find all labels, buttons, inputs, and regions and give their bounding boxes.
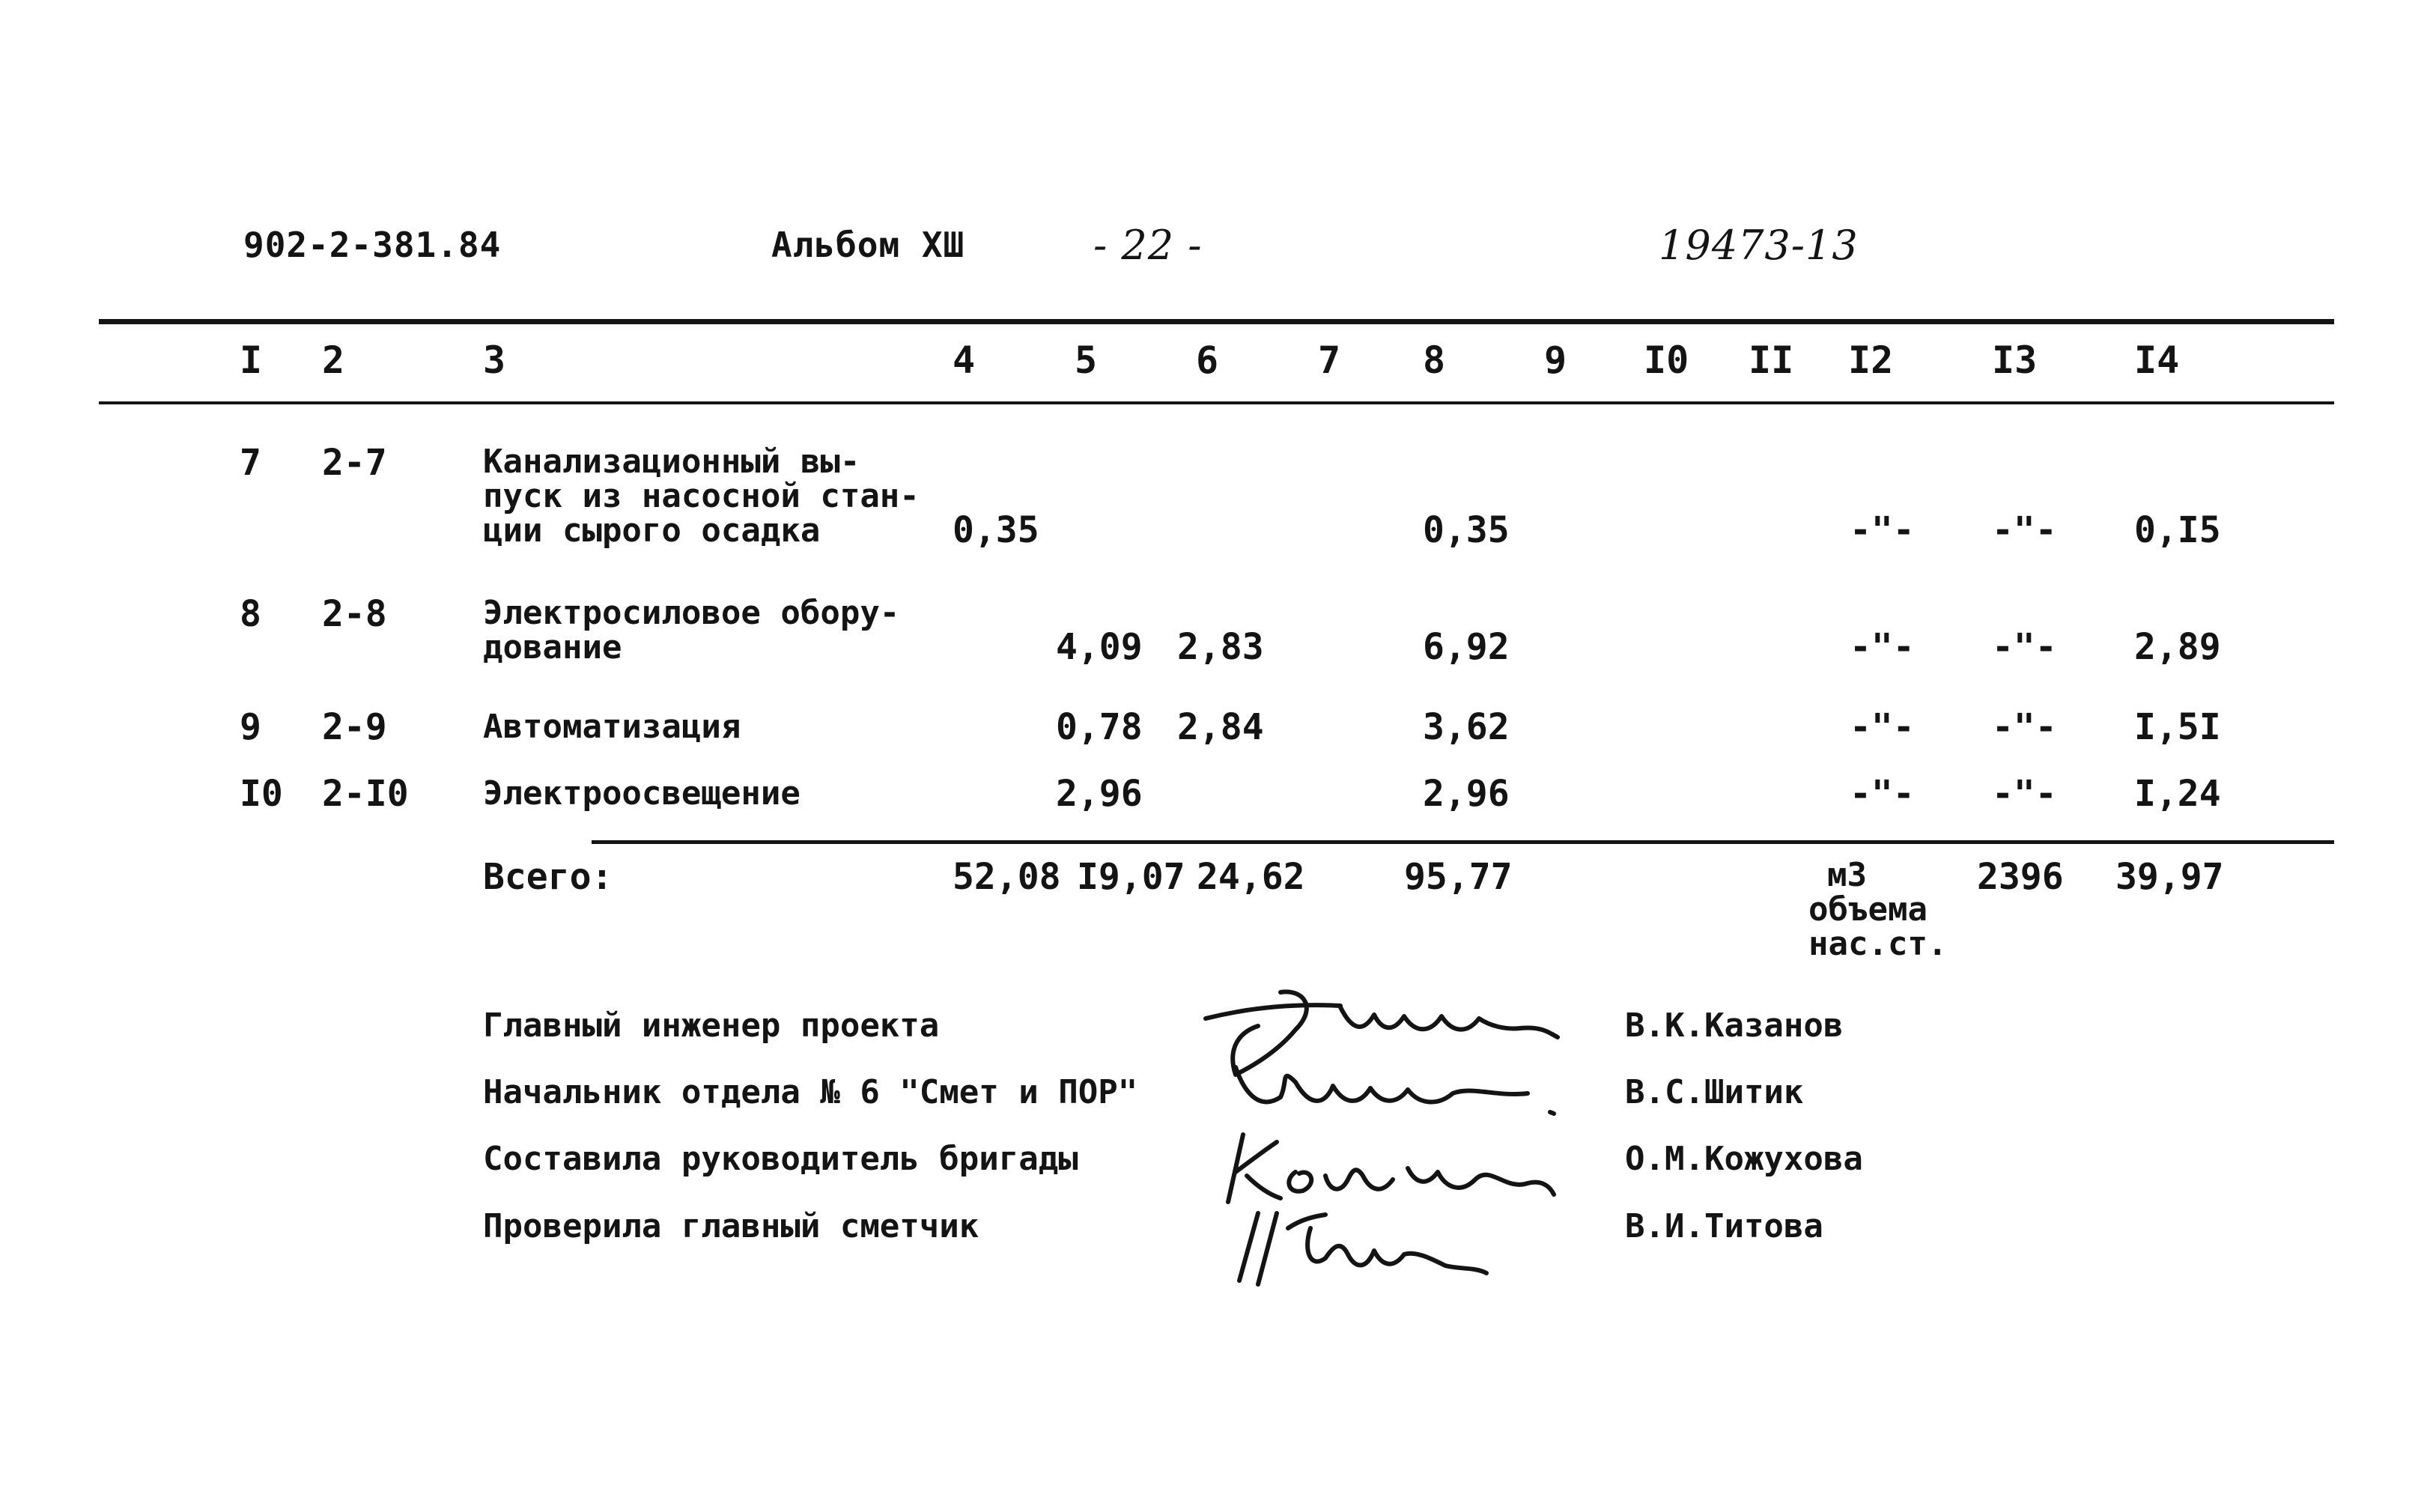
- column-header: 5: [1075, 338, 1098, 382]
- column-header: 4: [953, 338, 976, 382]
- column-header: I3: [1992, 338, 2038, 382]
- total-col6: 24,62: [1197, 856, 1305, 898]
- cell-col6: 2,84: [1177, 706, 1264, 748]
- signer-title: Составила руководитель бригады: [483, 1140, 1078, 1178]
- cell-col13: -"-: [1992, 773, 2057, 815]
- page-number: - 22 -: [1093, 222, 1203, 269]
- cell-col13: -"-: [1992, 706, 2057, 748]
- cell-col6: 2,83: [1177, 626, 1264, 668]
- total-unit-line: объема: [1808, 890, 1928, 929]
- row-number: 8: [240, 593, 261, 635]
- column-header: I: [240, 338, 263, 382]
- row-code: 2-9: [322, 706, 387, 748]
- cell-col14: I,5I: [2134, 706, 2221, 748]
- cell-col12: -"-: [1850, 626, 1915, 668]
- total-col14: 39,97: [2115, 856, 2224, 898]
- row-number: 9: [240, 706, 261, 748]
- cell-col13: -"-: [1992, 509, 2057, 551]
- cell-col4: 0,35: [953, 509, 1039, 551]
- inventory-number: 19473-13: [1659, 222, 1859, 269]
- cell-col14: I,24: [2134, 773, 2221, 815]
- cell-col5: 0,78: [1056, 706, 1143, 748]
- cell-col8: 0,35: [1423, 509, 1510, 551]
- cell-col8: 3,62: [1423, 706, 1510, 748]
- total-col13: 2396: [1977, 856, 2064, 898]
- cell-col12: -"-: [1850, 706, 1915, 748]
- row-number: I0: [240, 773, 283, 815]
- column-header: 8: [1423, 338, 1446, 382]
- column-header: 7: [1318, 338, 1341, 382]
- column-header: 3: [483, 338, 506, 382]
- row-name-line: пуск из насосной стан-: [483, 477, 920, 515]
- row-code: 2-8: [322, 593, 387, 635]
- column-header: I0: [1644, 338, 1689, 382]
- column-header: 9: [1544, 338, 1567, 382]
- cell-col5: 4,09: [1056, 626, 1143, 668]
- total-col5: I9,07: [1077, 856, 1185, 898]
- signer-name: В.С.Шитик: [1625, 1073, 1804, 1111]
- cell-col12: -"-: [1850, 509, 1915, 551]
- signer-name: О.М.Кожухова: [1625, 1140, 1863, 1178]
- cell-col5: 2,96: [1056, 773, 1143, 815]
- total-col8: 95,77: [1404, 856, 1513, 898]
- cell-col14: 2,89: [2134, 626, 2221, 668]
- row-name-line: ции сырого осадка: [483, 511, 821, 550]
- column-header: I2: [1848, 338, 1894, 382]
- table-header-rule: [99, 401, 2334, 404]
- column-header: I4: [2134, 338, 2180, 382]
- column-header: II: [1749, 338, 1794, 382]
- cell-col14: 0,I5: [2134, 509, 2221, 551]
- row-code: 2-I0: [322, 773, 409, 815]
- row-name-line: Электросиловое обору-: [483, 594, 900, 632]
- row-number: 7: [240, 442, 261, 484]
- cell-col8: 2,96: [1423, 773, 1510, 815]
- album-label: Альбом XШ: [771, 225, 965, 265]
- total-col4: 52,08: [953, 856, 1061, 898]
- cell-col8: 6,92: [1423, 626, 1510, 668]
- total-rule: [592, 840, 2334, 844]
- signer-name: В.И.Титова: [1625, 1207, 1823, 1245]
- total-label: Всего:: [483, 856, 613, 898]
- row-code: 2-7: [322, 442, 387, 484]
- doc-code: 902-2-381.84: [243, 225, 502, 265]
- cell-col13: -"-: [1992, 626, 2057, 668]
- column-header: 6: [1196, 338, 1219, 382]
- total-unit-line: м3: [1827, 856, 1867, 894]
- row-name-line: Автоматизация: [483, 708, 741, 746]
- row-name-line: Канализационный вы-: [483, 443, 860, 481]
- row-name-line: Электроосвещение: [483, 774, 801, 813]
- total-unit-line: нас.ст.: [1808, 925, 1948, 963]
- row-name-line: дование: [483, 628, 622, 667]
- signer-title: Начальник отдела № 6 "Смет и ПОР": [483, 1073, 1138, 1111]
- column-header: 2: [322, 338, 345, 382]
- signer-title: Проверила главный сметчик: [483, 1207, 979, 1245]
- signer-title: Главный инженер проекта: [483, 1007, 940, 1045]
- table-top-rule: [99, 319, 2334, 324]
- signer-name: В.К.Казанов: [1625, 1007, 1844, 1045]
- cell-col12: -"-: [1850, 773, 1915, 815]
- signature-titova: [1228, 1198, 1513, 1296]
